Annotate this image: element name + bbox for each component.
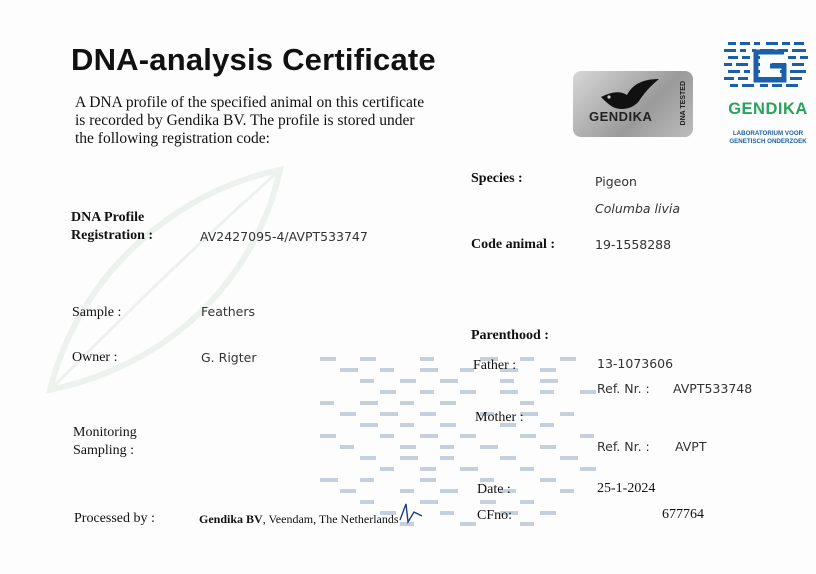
watermark-dash bbox=[340, 489, 356, 493]
watermark-dash bbox=[480, 445, 498, 449]
processed-value bbox=[199, 512, 399, 527]
watermark-dash bbox=[360, 478, 374, 482]
watermark-dash bbox=[400, 445, 416, 449]
watermark-dash bbox=[540, 390, 554, 394]
watermark-dash bbox=[440, 489, 458, 493]
cfno-value: 677764 bbox=[662, 507, 704, 522]
watermark-dash bbox=[420, 390, 434, 394]
cfno-label: CFno: bbox=[477, 508, 513, 523]
father-ref-label: Ref. Nr. : bbox=[597, 381, 650, 396]
dna-profile-label: DNA Profile bbox=[71, 210, 145, 225]
watermark-dash bbox=[440, 423, 456, 427]
watermark-dash bbox=[520, 434, 536, 438]
watermark-dash bbox=[400, 456, 418, 460]
watermark-dash bbox=[420, 478, 436, 482]
watermark-dash bbox=[320, 401, 334, 405]
watermark-dash bbox=[420, 467, 436, 471]
watermark-dash bbox=[320, 478, 338, 482]
processed-company: Gendika BV bbox=[199, 512, 263, 526]
watermark-dash bbox=[380, 390, 396, 394]
sample-value: Feathers bbox=[201, 304, 256, 319]
watermark-dash bbox=[340, 412, 356, 416]
watermark-dash bbox=[380, 412, 398, 416]
background-leaf-decoration bbox=[40, 150, 300, 410]
watermark-dash bbox=[340, 445, 354, 449]
badge-tested-label: DNA TESTED bbox=[680, 81, 687, 126]
watermark-dash bbox=[360, 357, 376, 361]
watermark-dash bbox=[420, 368, 438, 372]
date-value: 25-1-2024 bbox=[597, 481, 656, 496]
watermark-dash bbox=[520, 401, 534, 405]
owner-value: G. Rigter bbox=[201, 350, 257, 365]
watermark-dash bbox=[400, 379, 416, 383]
watermark-dash bbox=[440, 401, 456, 405]
watermark-dash bbox=[340, 368, 358, 372]
monitoring-label: Monitoring bbox=[73, 425, 137, 440]
badge-brand: GENDIKA bbox=[589, 109, 653, 124]
watermark-dash bbox=[540, 379, 558, 383]
watermark-dash bbox=[460, 467, 478, 471]
watermark-dash bbox=[380, 467, 394, 471]
sample-label: Sample : bbox=[72, 305, 122, 320]
watermark-dash bbox=[440, 379, 458, 383]
watermark-dash bbox=[380, 434, 394, 438]
watermark-dash bbox=[440, 456, 454, 460]
mother-label: Mother : bbox=[475, 410, 524, 425]
watermark-dash bbox=[460, 434, 476, 438]
watermark-dash bbox=[360, 423, 378, 427]
processed-location: , Veendam, The Netherlands bbox=[262, 512, 399, 526]
watermark-dash bbox=[440, 445, 454, 449]
watermark-dash bbox=[520, 357, 534, 361]
signature-mark bbox=[398, 502, 424, 524]
watermark-dash bbox=[520, 500, 534, 504]
code-animal-label: Code animal : bbox=[471, 237, 555, 252]
code-animal-value: 19-1558288 bbox=[595, 237, 672, 252]
watermark-dash bbox=[560, 456, 578, 460]
watermark-dash bbox=[580, 467, 596, 471]
watermark-dash bbox=[500, 390, 518, 394]
watermark-dash bbox=[520, 467, 534, 471]
father-label: Father : bbox=[473, 358, 517, 373]
logo-name: GENDIKA bbox=[728, 100, 808, 118]
watermark-dash bbox=[540, 445, 556, 449]
watermark-dash bbox=[360, 401, 378, 405]
registration-label: Registration : bbox=[71, 228, 154, 243]
gendika-g-icon bbox=[722, 38, 812, 96]
sampling-label: Sampling : bbox=[73, 443, 135, 458]
watermark-dash bbox=[420, 357, 434, 361]
watermark-dash bbox=[460, 522, 476, 526]
watermark-dash bbox=[400, 489, 414, 493]
certificate-title: DNA-analysis Certificate bbox=[71, 42, 436, 77]
watermark-dash bbox=[460, 368, 474, 372]
watermark-dash bbox=[580, 434, 594, 438]
processed-label: Processed by : bbox=[74, 511, 155, 526]
watermark-dash bbox=[540, 423, 554, 427]
parenthood-label: Parenthood : bbox=[471, 328, 549, 343]
watermark-dash bbox=[520, 522, 534, 526]
species-latin: Columba livia bbox=[595, 201, 680, 216]
watermark-dash bbox=[540, 478, 556, 482]
intro-text: A DNA profile of the specified animal on this certificate is recorded by Gendika BV. The profile is stored under the following registration code: bbox=[75, 94, 425, 147]
watermark-dash bbox=[420, 434, 438, 438]
watermark-dash bbox=[560, 357, 576, 361]
watermark-dash bbox=[400, 423, 414, 427]
watermark-dash bbox=[400, 401, 414, 405]
watermark-dash bbox=[540, 368, 556, 372]
gendika-logo bbox=[722, 38, 812, 146]
watermark-dash bbox=[440, 511, 454, 515]
watermark-dash bbox=[580, 390, 596, 394]
watermark-dash bbox=[560, 489, 574, 493]
watermark-dash bbox=[320, 357, 336, 361]
father-ref-value: AVPT533748 bbox=[673, 381, 753, 396]
logo-subtitle: LABORATORIUM VOOR GENETISCH ONDERZOEK bbox=[729, 130, 807, 145]
watermark-dash bbox=[460, 390, 476, 394]
watermark-dash bbox=[380, 368, 394, 372]
watermark-dash bbox=[360, 456, 376, 460]
watermark-dash bbox=[320, 434, 336, 438]
father-value: 13-1073606 bbox=[597, 356, 674, 371]
owner-label: Owner : bbox=[72, 350, 118, 365]
mother-ref-label: Ref. Nr. : bbox=[597, 439, 650, 454]
dna-barcode-watermark bbox=[300, 355, 610, 535]
watermark-dash bbox=[420, 412, 436, 416]
registration-code: AV2427095-4/AVPT533747 bbox=[200, 229, 368, 244]
watermark-dash bbox=[500, 379, 514, 383]
mother-ref-value: AVPT bbox=[675, 439, 707, 454]
dna-tested-badge bbox=[573, 71, 693, 137]
species-common: Pigeon bbox=[595, 174, 637, 189]
watermark-dash bbox=[360, 379, 374, 383]
watermark-dash bbox=[500, 456, 516, 460]
watermark-dash bbox=[360, 500, 374, 504]
species-label: Species : bbox=[471, 171, 523, 186]
date-label: Date : bbox=[477, 482, 511, 497]
watermark-dash bbox=[560, 412, 574, 416]
watermark-dash bbox=[540, 511, 556, 515]
watermark-dash bbox=[480, 500, 496, 504]
